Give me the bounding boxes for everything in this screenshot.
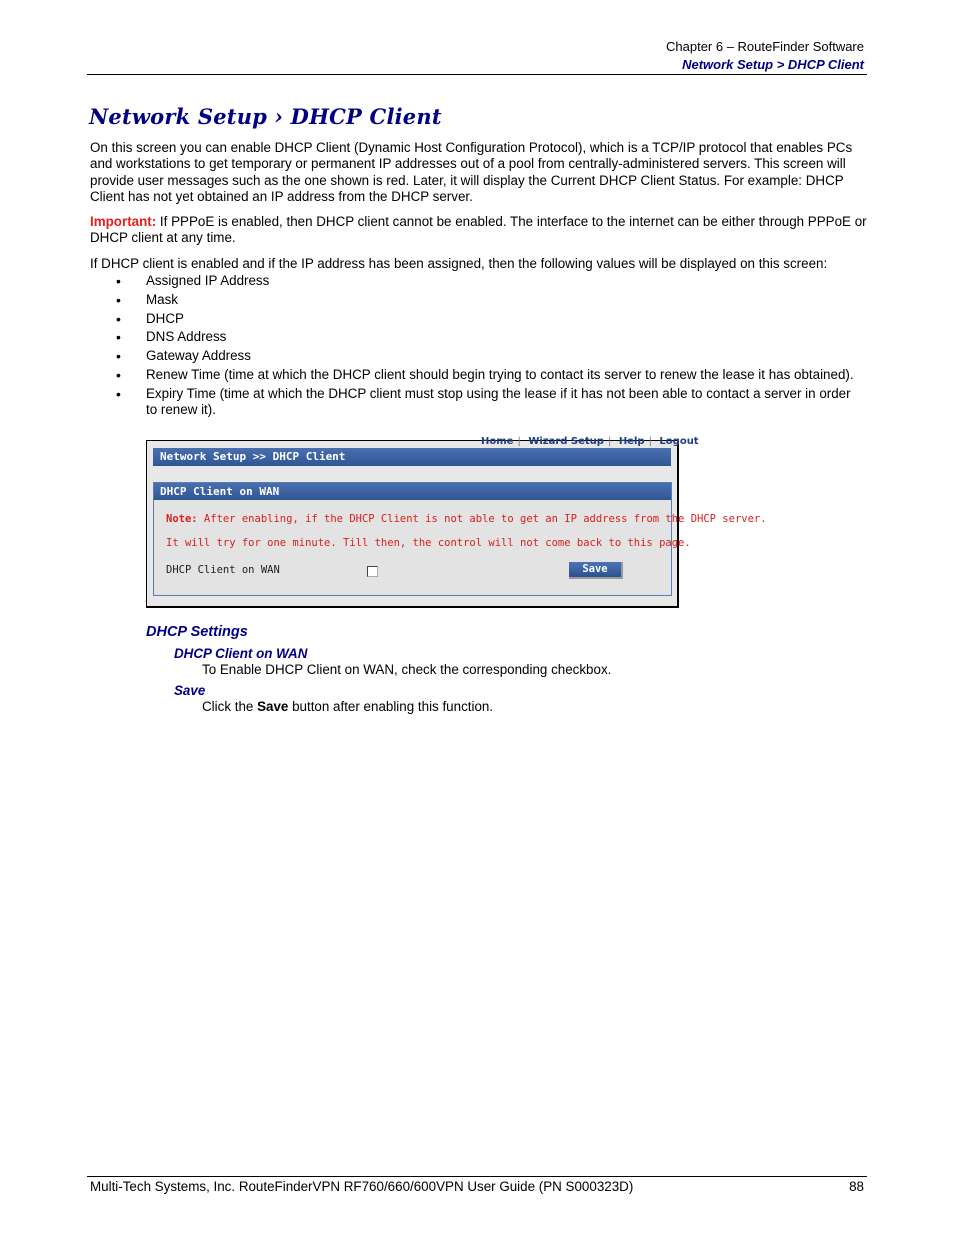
setting-desc-save-bold: Save: [257, 699, 289, 714]
header-rule: [87, 74, 867, 75]
values-list: [115, 273, 855, 421]
setting-desc-save: [202, 699, 493, 714]
note-label: Note:: [166, 513, 198, 525]
important-text: If PPPoE is enabled, then DHCP client cannot be enabled. The interface to the internet can be either through PPPoE or DHCP client at any time.: [90, 214, 867, 246]
nav-separator: |: [607, 436, 612, 447]
list-item: • DHCP: [115, 311, 855, 327]
setting-desc-dhcp-client-on-wan: To Enable DHCP Client on WAN, check the corresponding checkbox.: [202, 662, 612, 677]
values-intro-paragraph: If DHCP client is enabled and if the IP address has been assigned, then the following values will be displayed on this screen:: [90, 256, 828, 271]
important-paragraph: [90, 214, 868, 247]
list-item: • Renew Time (time at which the DHCP client should begin trying to contact its server to renew the lease it has obtained).: [115, 367, 855, 383]
save-button[interactable]: Save: [569, 562, 623, 579]
nav-link-wizard-setup[interactable]: Wizard Setup: [528, 436, 604, 447]
dhcp-client-panel: [153, 482, 767, 596]
dhcp-client-screenshot: [146, 436, 767, 608]
running-header-chapter: Chapter 6 – RouteFinder Software: [666, 39, 864, 54]
note-text: After enabling, if the DHCP Client is not able to get an IP address from the DHCP server.: [197, 513, 767, 525]
nav-separator: |: [517, 436, 521, 447]
note-message: [166, 513, 767, 525]
dhcp-client-on-wan-label: DHCP Client on WAN: [166, 564, 280, 576]
panel-title: DHCP Client on WAN: [154, 483, 671, 500]
page-breadcrumb-bar: Network Setup >> DHCP Client: [153, 448, 671, 466]
nav-link-home[interactable]: Home: [481, 436, 514, 447]
setting-name-dhcp-client-on-wan: DHCP Client on WAN: [174, 646, 308, 661]
setting-desc-save-post: button after enabling this function.: [288, 699, 494, 714]
nav-link-logout[interactable]: Logout: [659, 436, 699, 447]
footer-text: Multi-Tech Systems, Inc. RouteFinderVPN RF760/660/600VPN User Guide (PN S000323D): [90, 1179, 634, 1194]
note-message-line2: It will try for one minute. Till then, the control will not come back to this page.: [166, 537, 691, 549]
page-number: 88: [849, 1179, 864, 1194]
list-item: • Mask: [115, 292, 855, 308]
footer-rule: [87, 1176, 867, 1177]
list-item: • Expiry Time (time at which the DHCP client must stop using the lease if it has not been able to contact a server in order to renew it).: [115, 386, 855, 419]
settings-heading: DHCP Settings: [146, 624, 248, 640]
setting-desc-save-pre: Click the: [202, 699, 258, 714]
nav-separator: |: [648, 436, 652, 447]
list-item: • Assigned IP Address: [115, 273, 855, 289]
list-item: • Gateway Address: [115, 348, 855, 364]
setting-name-save: Save: [174, 683, 206, 698]
dhcp-client-on-wan-checkbox[interactable]: [367, 566, 378, 577]
intro-paragraph: On this screen you can enable DHCP Client (Dynamic Host Configuration Protocol), which is a TCP/IP protocol that enables PCs and workstations to get temporary or permanent IP addresses out of a pool from centrally-administered servers. This screen will provide user messages such as the one shown is red. Later, it will display the Current DHCP Client Status. For example: DHCP Client has not yet obtained an IP address from the DHCP server.: [90, 140, 853, 205]
top-nav: [477, 436, 703, 447]
running-header-section: Network Setup > DHCP Client: [682, 57, 864, 72]
important-label: Important:: [90, 214, 157, 229]
page-title: Network Setup › DHCP Client: [89, 104, 442, 129]
list-item: • DNS Address: [115, 329, 855, 345]
nav-link-help[interactable]: Help: [618, 436, 645, 447]
